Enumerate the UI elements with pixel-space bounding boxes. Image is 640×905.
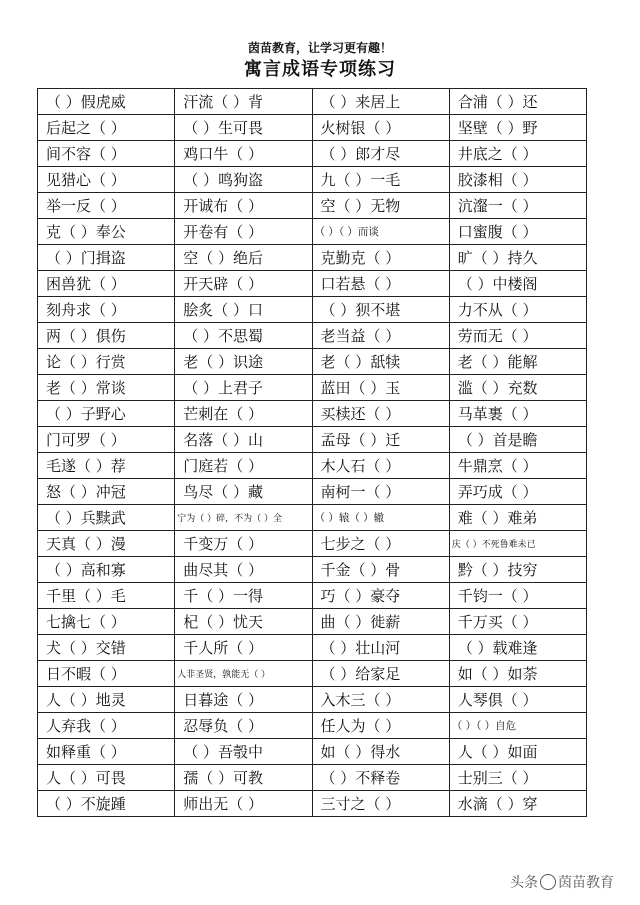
- idiom-cell: （ ）假虎威: [38, 89, 175, 115]
- idiom-cell: 合浦（ ）还: [449, 89, 586, 115]
- table-row: [38, 713, 587, 739]
- idiom-cell: （ ）吾彀中: [175, 739, 312, 765]
- table-row: [38, 661, 587, 687]
- table-row: [38, 479, 587, 505]
- idiom-cell: 曲尽其（ ）: [175, 557, 312, 583]
- idiom-cell: 千里（ ）毛: [38, 583, 175, 609]
- idiom-cell: 忍辱负（ ）: [175, 713, 312, 739]
- idiom-cell: （ ）狈不堪: [312, 297, 449, 323]
- idiom-cell: 开天辟（ ）: [175, 271, 312, 297]
- table-row: [38, 557, 587, 583]
- idiom-cell: （ ）不思蜀: [175, 323, 312, 349]
- idiom-cell: 庆（ ）不死鲁难未已: [449, 531, 586, 557]
- idiom-cell: 七擒七（ ）: [38, 609, 175, 635]
- idiom-cell: 犬（ ）交错: [38, 635, 175, 661]
- page-header: [0, 40, 640, 82]
- idiom-cell: 蓝田（ ）玉: [312, 375, 449, 401]
- idiom-cell: 黔（ ）技穷: [449, 557, 586, 583]
- idiom-cell: 宁为（ ）碎，不为（ ）全: [175, 505, 312, 531]
- idiom-cell: 南柯一（ ）: [312, 479, 449, 505]
- idiom-cell: （ ）兵黩武: [38, 505, 175, 531]
- idiom-cell: 井底之（ ）: [449, 141, 586, 167]
- idiom-cell: 入木三（ ）: [312, 687, 449, 713]
- table-row: [38, 791, 587, 817]
- idiom-cell: 两（ ）俱伤: [38, 323, 175, 349]
- idiom-cell: （ ）（ ）自危: [449, 713, 586, 739]
- idiom-cell: 曲（ ）徙薪: [312, 609, 449, 635]
- idiom-cell: 人（ ）可畏: [38, 765, 175, 791]
- idiom-cell: 人（ ）地灵: [38, 687, 175, 713]
- idiom-cell: （ ）子野心: [38, 401, 175, 427]
- idiom-cell: 日暮途（ ）: [175, 687, 312, 713]
- table-row: [38, 167, 587, 193]
- idiom-cell: （ ）壮山河: [312, 635, 449, 661]
- table-row: [38, 141, 587, 167]
- idiom-cell: 汗流（ ）背: [175, 89, 312, 115]
- idiom-cell: 沆瀣一（ ）: [449, 193, 586, 219]
- idiom-cell: 人弃我（ ）: [38, 713, 175, 739]
- table-row: [38, 115, 587, 141]
- table-row: [38, 349, 587, 375]
- table-row: [38, 739, 587, 765]
- idiom-cell: 牛鼎烹（ ）: [449, 453, 586, 479]
- idiom-cell: 老（ ）常谈: [38, 375, 175, 401]
- source-watermark: [510, 872, 614, 892]
- idiom-cell: 日不暇（ ）: [38, 661, 175, 687]
- idiom-cell: 老当益（ ）: [312, 323, 449, 349]
- watermark-name: 茵苗教育: [558, 875, 614, 891]
- idiom-cell: 脍炙（ ）口: [175, 297, 312, 323]
- channel-badge-icon: [540, 874, 556, 890]
- table-row: [38, 193, 587, 219]
- table-row: [38, 375, 587, 401]
- table-row: [38, 271, 587, 297]
- idiom-cell: 名落（ ）山: [175, 427, 312, 453]
- idiom-cell: 鸡口牛（ ）: [175, 141, 312, 167]
- idiom-cell: 马革裹（ ）: [449, 401, 586, 427]
- idiom-cell: 师出无（ ）: [175, 791, 312, 817]
- watermark-prefix: 头条: [510, 875, 538, 891]
- table-row: [38, 505, 587, 531]
- idiom-cell: 杞（ ）忧天: [175, 609, 312, 635]
- table-row: [38, 609, 587, 635]
- idiom-cell: 力不从（ ）: [449, 297, 586, 323]
- idiom-cell: 鸟尽（ ）藏: [175, 479, 312, 505]
- idiom-cell: 千钧一（ ）: [449, 583, 586, 609]
- idiom-cell: 千（ ）一得: [175, 583, 312, 609]
- table-row: [38, 245, 587, 271]
- idiom-exercise-table: [37, 88, 587, 817]
- idiom-cell: （ ）载难逢: [449, 635, 586, 661]
- idiom-cell: 门庭若（ ）: [175, 453, 312, 479]
- table-row: [38, 453, 587, 479]
- idiom-cell: 天真（ ）漫: [38, 531, 175, 557]
- idiom-cell: （ ）高和寡: [38, 557, 175, 583]
- idiom-cell: 水滴（ ）穿: [449, 791, 586, 817]
- idiom-cell: 胶漆相（ ）: [449, 167, 586, 193]
- idiom-cell: 老（ ）能解: [449, 349, 586, 375]
- idiom-cell: （ ）首是瞻: [449, 427, 586, 453]
- idiom-cell: 人琴俱（ ）: [449, 687, 586, 713]
- idiom-cell: 七步之（ ）: [312, 531, 449, 557]
- table-row: [38, 323, 587, 349]
- idiom-cell: 克（ ）奉公: [38, 219, 175, 245]
- idiom-cell: （ ）不旋踵: [38, 791, 175, 817]
- table-row: [38, 765, 587, 791]
- idiom-cell: 千金（ ）骨: [312, 557, 449, 583]
- table-row: [38, 89, 587, 115]
- table-row: [38, 297, 587, 323]
- idiom-table-body: [38, 89, 587, 817]
- idiom-cell: （ ）郎才尽: [312, 141, 449, 167]
- idiom-cell: 口蜜腹（ ）: [449, 219, 586, 245]
- idiom-cell: （ ）来居上: [312, 89, 449, 115]
- idiom-cell: 任人为（ ）: [312, 713, 449, 739]
- idiom-cell: 克勤克（ ）: [312, 245, 449, 271]
- idiom-cell: （ ）不释卷: [312, 765, 449, 791]
- idiom-cell: 老（ ）识途: [175, 349, 312, 375]
- table-row: [38, 401, 587, 427]
- idiom-cell: （ ）上君子: [175, 375, 312, 401]
- idiom-cell: （ ）给家足: [312, 661, 449, 687]
- idiom-cell: 间不容（ ）: [38, 141, 175, 167]
- idiom-cell: （ ）生可畏: [175, 115, 312, 141]
- idiom-cell: 开卷有（ ）: [175, 219, 312, 245]
- idiom-cell: 刻舟求（ ）: [38, 297, 175, 323]
- idiom-cell: 毛遂（ ）荐: [38, 453, 175, 479]
- idiom-cell: 难（ ）难弟: [449, 505, 586, 531]
- idiom-cell: 千变万（ ）: [175, 531, 312, 557]
- idiom-cell: 开诚布（ ）: [175, 193, 312, 219]
- idiom-cell: （ ）辕（ ）辙: [312, 505, 449, 531]
- idiom-cell: 怒（ ）冲冠: [38, 479, 175, 505]
- idiom-cell: （ ）鸣狗盗: [175, 167, 312, 193]
- idiom-cell: （ ）（ ）而谈: [312, 219, 449, 245]
- idiom-cell: （ ）中楼阁: [449, 271, 586, 297]
- idiom-cell: 如（ ）如荼: [449, 661, 586, 687]
- idiom-cell: 滥（ ）充数: [449, 375, 586, 401]
- idiom-cell: 巧（ ）豪夺: [312, 583, 449, 609]
- idiom-cell: 如释重（ ）: [38, 739, 175, 765]
- table-row: [38, 427, 587, 453]
- idiom-cell: 门可罗（ ）: [38, 427, 175, 453]
- idiom-cell: 后起之（ ）: [38, 115, 175, 141]
- idiom-cell: 老（ ）舐犊: [312, 349, 449, 375]
- table-row: [38, 531, 587, 557]
- idiom-cell: 火树银（ ）: [312, 115, 449, 141]
- idiom-cell: 举一反（ ）: [38, 193, 175, 219]
- idiom-cell: 三寸之（ ）: [312, 791, 449, 817]
- idiom-cell: 坚壁（ ）野: [449, 115, 586, 141]
- idiom-cell: 九（ ）一毛: [312, 167, 449, 193]
- idiom-cell: 空（ ）绝后: [175, 245, 312, 271]
- idiom-cell: 旷（ ）持久: [449, 245, 586, 271]
- table-row: [38, 583, 587, 609]
- idiom-cell: 空（ ）无物: [312, 193, 449, 219]
- idiom-cell: 弄巧成（ ）: [449, 479, 586, 505]
- idiom-cell: 孟母（ ）迁: [312, 427, 449, 453]
- idiom-cell: 芒刺在（ ）: [175, 401, 312, 427]
- page-title: 寓言成语专项练习: [244, 59, 396, 80]
- idiom-cell: 孺（ ）可教: [175, 765, 312, 791]
- idiom-cell: 人非圣贤，孰能无（ ）: [175, 661, 312, 687]
- idiom-cell: 木人石（ ）: [312, 453, 449, 479]
- page-subtitle: 茵苗教育，让学习更有趣！: [247, 41, 392, 55]
- table-row: [38, 687, 587, 713]
- idiom-cell: 千人所（ ）: [175, 635, 312, 661]
- idiom-cell: 劳而无（ ）: [449, 323, 586, 349]
- idiom-cell: 千万买（ ）: [449, 609, 586, 635]
- idiom-cell: （ ）门揖盗: [38, 245, 175, 271]
- idiom-cell: 困兽犹（ ）: [38, 271, 175, 297]
- table-row: [38, 635, 587, 661]
- idiom-cell: 人（ ）如面: [449, 739, 586, 765]
- idiom-cell: 见猎心（ ）: [38, 167, 175, 193]
- idiom-cell: 士别三（ ）: [449, 765, 586, 791]
- table-row: [38, 219, 587, 245]
- idiom-cell: 论（ ）行赏: [38, 349, 175, 375]
- idiom-cell: 如（ ）得水: [312, 739, 449, 765]
- idiom-cell: 口若悬（ ）: [312, 271, 449, 297]
- idiom-cell: 买椟还（ ）: [312, 401, 449, 427]
